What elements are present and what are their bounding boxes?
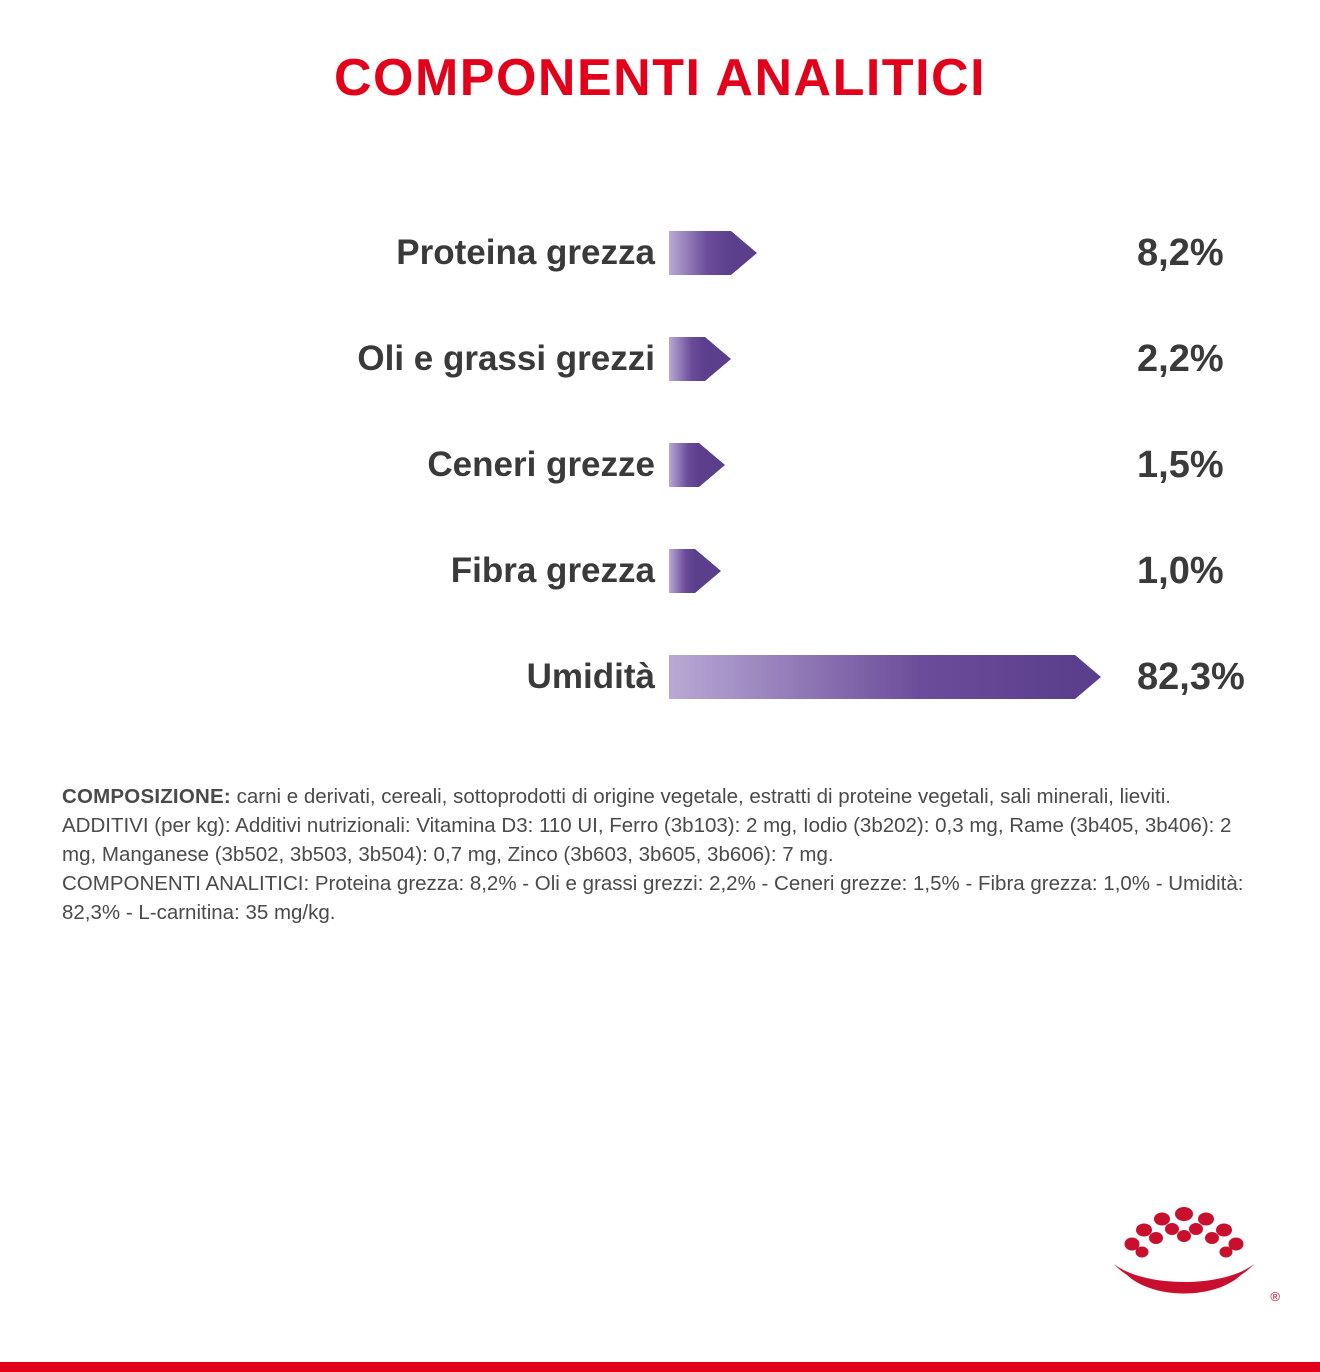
chart-row-label: Fibra grezza [450, 551, 655, 590]
chart-row-value: 2,2% [1137, 337, 1224, 380]
chart-row [60, 306, 1260, 412]
bar-arrow-icon [705, 337, 731, 381]
chart-row-label: Ceneri grezze [427, 445, 655, 484]
chart-bar [669, 655, 1075, 699]
bar-arrow-icon [699, 443, 725, 487]
bar-arrow-icon [731, 231, 757, 275]
analytical-paragraph: COMPONENTI ANALITICI: Proteina grezza: 8,2% - Oli e grassi grezzi: 2,2% - Ceneri grezze: 1,5% - Fibra grezza: 1,0% - Umidità: 82,3% - L-carnitina: 35 mg/kg. [62, 872, 1244, 925]
chart-row-value: 1,5% [1137, 443, 1224, 486]
chart-bar-track [669, 412, 1099, 518]
additives-paragraph: ADDITIVI (per kg): Additivi nutrizionali: Vitamina D3: 110 UI, Ferro (3b103): 2 mg, Iodio (3b202): 0,3 mg, Rame (3b405, 3b406): 2 mg, Manganese (3b502, 3b503, 3b504): 0,7 mg, Zinco (3b603, 3b605, 3b606): 7 mg. [62, 814, 1232, 867]
composition-label: COMPOSIZIONE: [62, 785, 231, 808]
chart-row-value: 82,3% [1137, 655, 1245, 698]
royal-canin-logo [1104, 1202, 1264, 1298]
chart-bar-track [669, 306, 1099, 412]
analytical-components-chart [0, 200, 1320, 730]
page-title: COMPONENTI ANALITICI [333, 49, 987, 107]
composition-text: carni e derivati, cereali, sottoprodotti di origine vegetale, estratti di proteine vegetali, sali minerali, lieviti. [236, 785, 1171, 808]
chart-bar [669, 549, 695, 593]
chart-row-label: Oli e grassi grezzi [357, 339, 655, 378]
chart-bar [669, 443, 699, 487]
chart-bar [669, 337, 705, 381]
chart-bar-track [669, 624, 1099, 730]
chart-row-value: 8,2% [1137, 231, 1224, 274]
chart-row [60, 412, 1260, 518]
registered-mark: ® [1270, 1289, 1280, 1304]
chart-row [60, 624, 1260, 730]
chart-row-value: 1,0% [1137, 549, 1224, 592]
chart-bar-track [669, 518, 1099, 624]
bar-arrow-icon [1075, 655, 1101, 699]
chart-row-label: Umidità [526, 657, 655, 696]
composition-paragraph [62, 782, 1258, 811]
composition-block [62, 782, 1258, 928]
bottom-red-rule [0, 1362, 1320, 1372]
chart-bar-track [669, 200, 1099, 306]
chart-row-label: Proteina grezza [396, 233, 655, 272]
chart-row [60, 200, 1260, 306]
chart-bar [669, 231, 731, 275]
bar-arrow-icon [695, 549, 721, 593]
chart-row [60, 518, 1260, 624]
